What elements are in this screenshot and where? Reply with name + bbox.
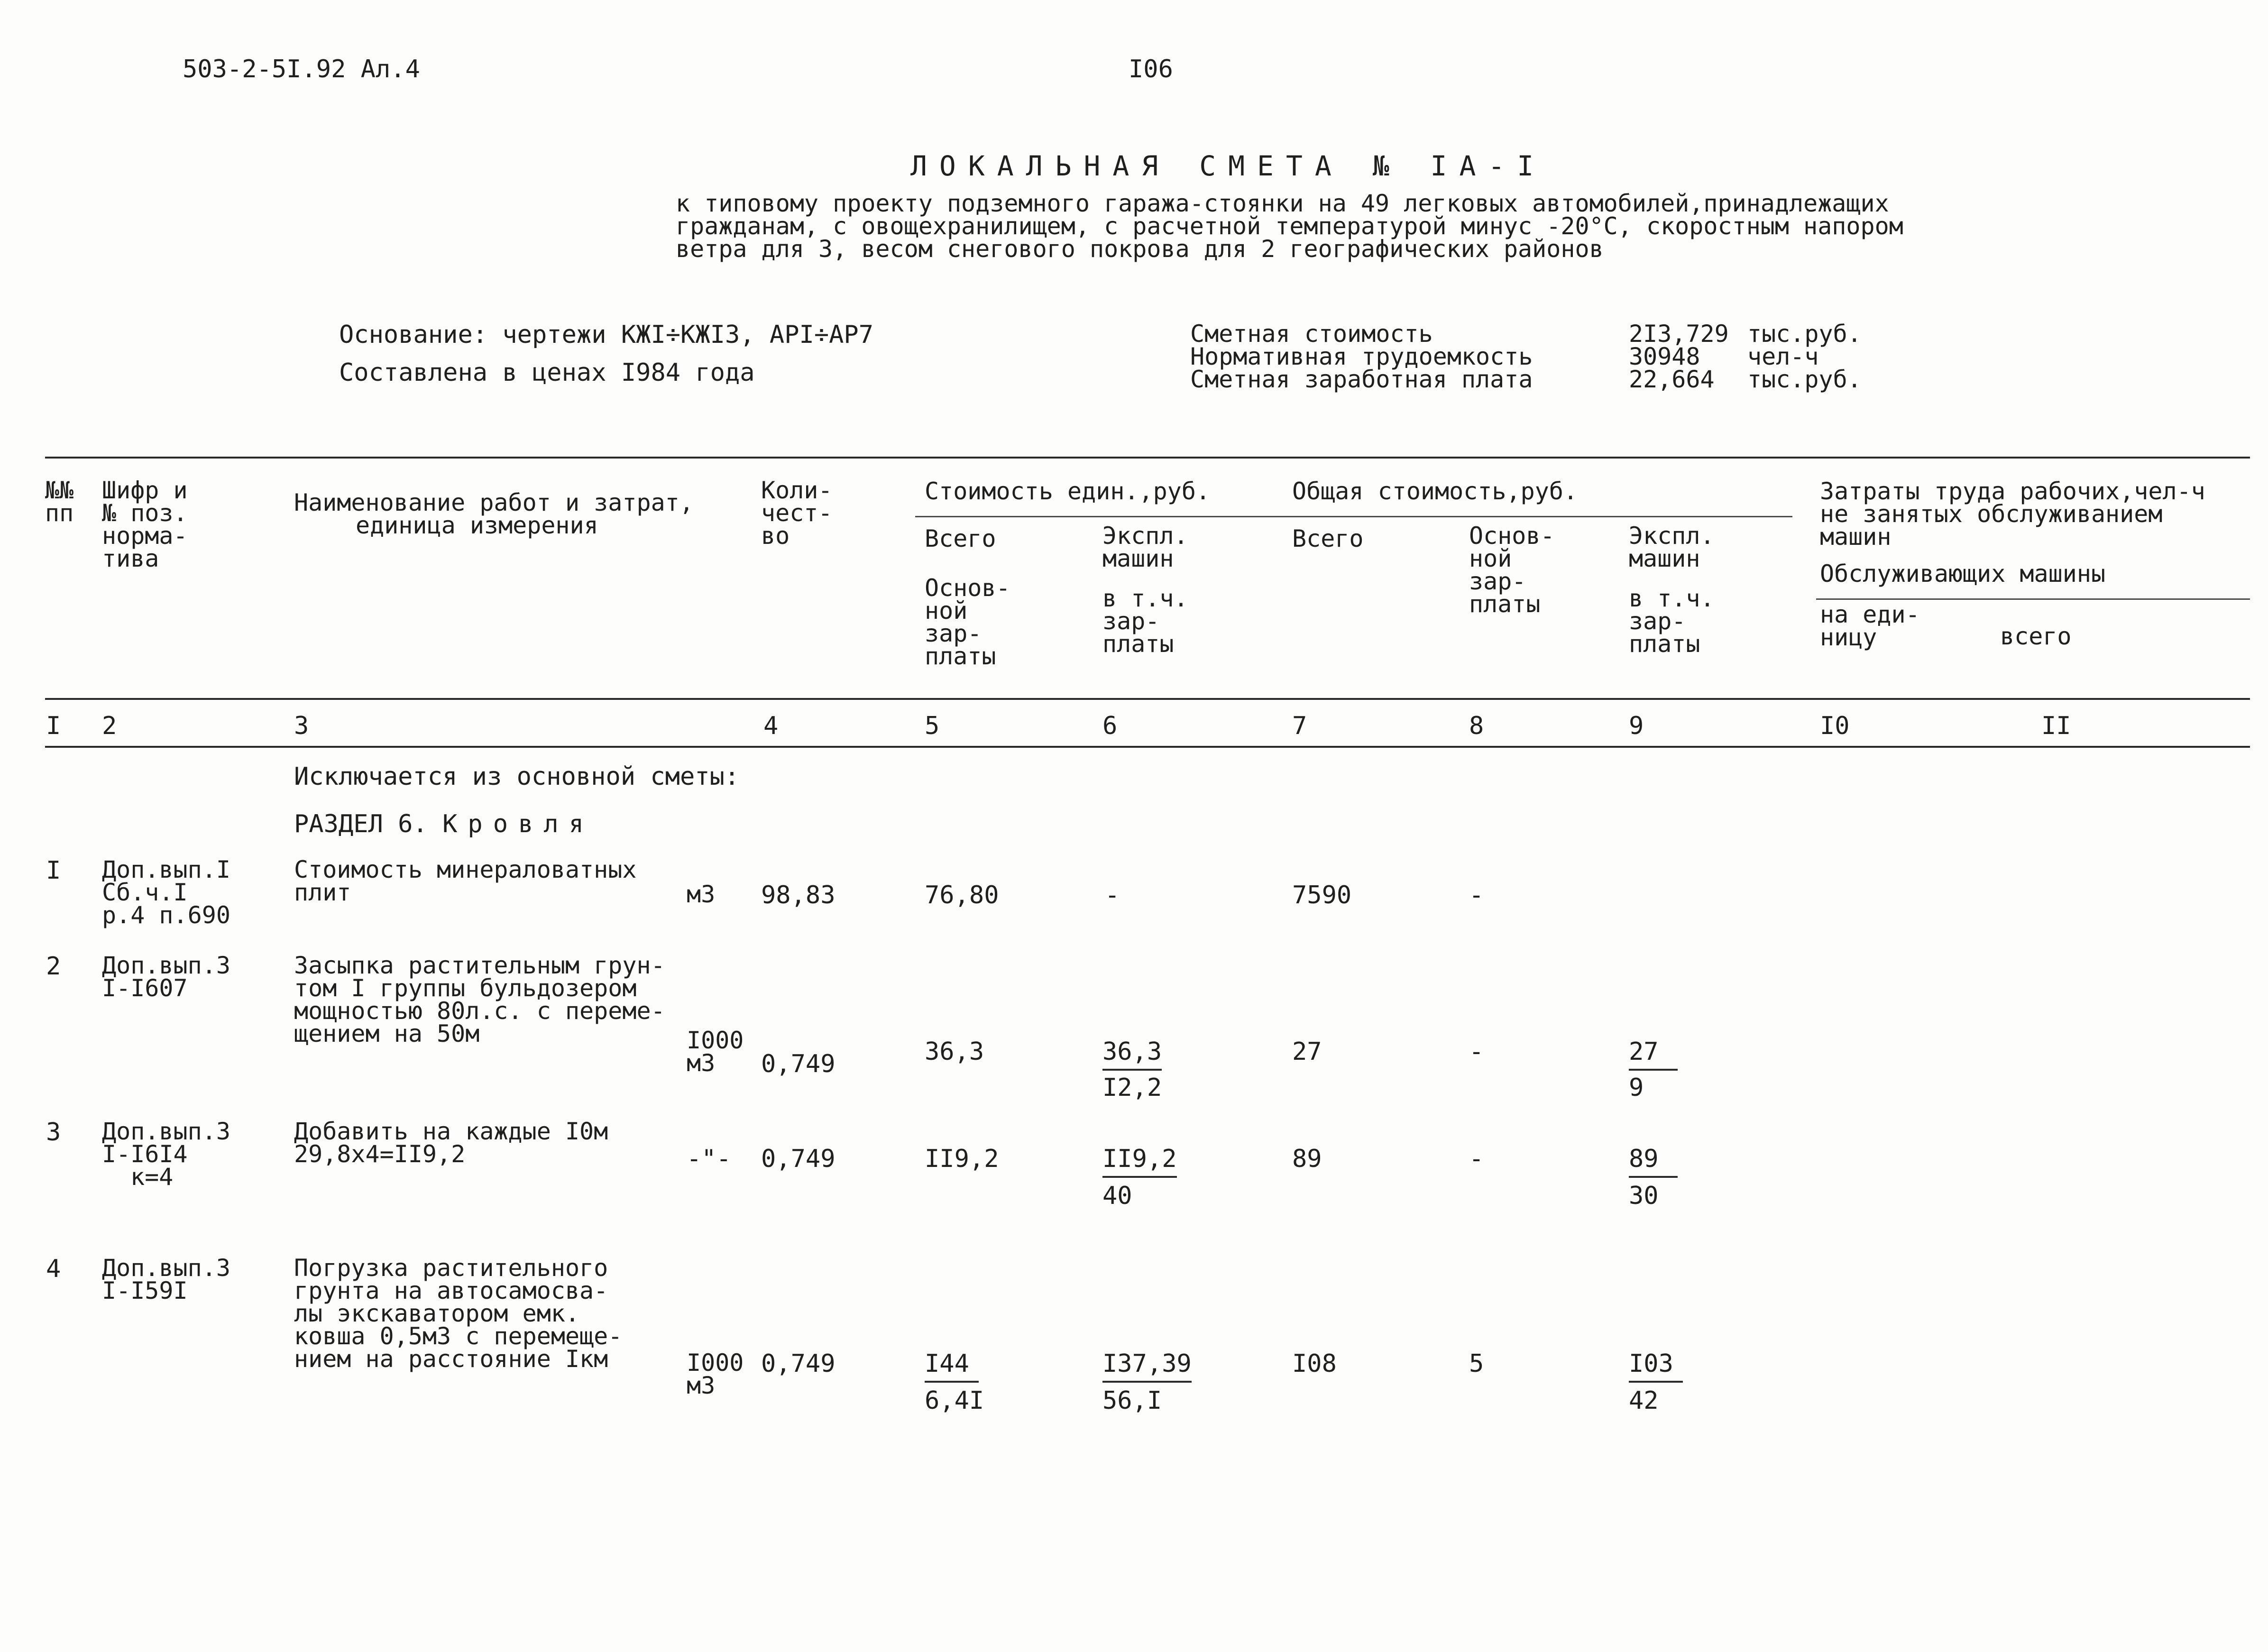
header-total-cost-group: Общая стоимость,руб.	[1292, 477, 1578, 505]
summary-unit: тыс.руб.	[1747, 366, 1862, 393]
row-text: 29,8х4=II9,2	[294, 1140, 466, 1168]
header-text: зар-	[1629, 607, 1686, 635]
basis-drawings: Основание: чертежи КЖI÷КЖI3, АРI÷АР7	[339, 321, 874, 349]
row-total: 89	[1292, 1145, 1322, 1173]
row-text: м3	[687, 1372, 716, 1399]
summary-value: 22,664	[1629, 366, 1715, 393]
row-total-machine-wage: 42	[1629, 1386, 1659, 1415]
header-text: платы	[1102, 630, 1174, 658]
header-text: № поз.	[102, 499, 188, 527]
row-name	[294, 954, 665, 1045]
row-text: щением на 50м	[294, 1020, 480, 1047]
header-labor-per-unit	[1820, 603, 1920, 649]
header-text: на еди-	[1820, 601, 1920, 628]
row-code	[102, 954, 230, 1000]
row-text: р.4 п.690	[102, 901, 230, 929]
row-qty: 0,749	[761, 1349, 836, 1378]
row-num: 2	[46, 952, 61, 981]
row-unit-total: 36,3	[925, 1037, 984, 1066]
row-unit	[687, 1027, 744, 1077]
row-name	[294, 858, 636, 904]
header-text: ной	[925, 597, 968, 624]
header-text: не занятых обслуживанием	[1820, 500, 2163, 528]
header-text: зар-	[1469, 568, 1526, 595]
row-num: 4	[46, 1255, 61, 1283]
section-prefix: РАЗДЕЛ 6.	[294, 810, 428, 838]
row-unit-machine-wage: 56,I	[1102, 1386, 1162, 1415]
row-qty: 98,83	[761, 881, 836, 909]
summary-unit: чел-ч	[1747, 343, 1819, 370]
row-total-basic-wage: -	[1469, 1145, 1484, 1173]
row-text: 36,3	[1102, 1037, 1162, 1071]
page-title: ЛОКАЛЬНАЯ СМЕТА № IА-I	[910, 150, 1546, 182]
summary-label: Сметная заработная плата	[1190, 366, 1533, 393]
row-text: к=4	[130, 1163, 174, 1191]
intro-line: Исключается из основной сметы:	[294, 762, 740, 791]
header-text: единица измерения	[356, 512, 598, 539]
row-total-machine	[1629, 1351, 1683, 1376]
header-text: Экспл.	[1629, 522, 1715, 550]
header-unit-machine	[1102, 524, 1188, 570]
column-number: 7	[1292, 712, 1307, 740]
row-total-machine-wage: 9	[1629, 1074, 1644, 1102]
row-text: I000	[687, 1349, 744, 1377]
header-text: Основ-	[1469, 522, 1555, 550]
subtitle-line: ветра для 3, весом снегового покрова для 2 географических районов	[676, 235, 1604, 263]
row-text: Сб.ч.I	[102, 879, 188, 906]
header-text: №№	[45, 477, 74, 504]
row-text: I-I607	[102, 974, 188, 1002]
subtitle-line: к типовому проекту подземного гаража-стоянки на 49 легковых автомобилей,принадлежащих	[676, 190, 1889, 217]
header-total-total: Всего	[1292, 525, 1364, 552]
row-text: I000	[687, 1027, 744, 1054]
row-qty: 0,749	[761, 1050, 836, 1078]
header-col-num	[45, 477, 74, 527]
header-text: платы	[1629, 630, 1700, 658]
header-unit-basic-wage	[925, 574, 1010, 670]
header-text: чест-	[761, 499, 833, 527]
row-text: ковша 0,5м3 с перемеще-	[294, 1322, 623, 1350]
row-text: Погрузка растительного	[294, 1254, 608, 1282]
header-text: Основ-	[925, 574, 1010, 602]
column-number: I	[46, 712, 61, 740]
row-text: лы экскаватором емк.	[294, 1300, 580, 1327]
header-labor-total: всего	[2000, 623, 2072, 650]
column-number: 9	[1629, 712, 1644, 740]
header-col-name	[294, 491, 694, 537]
row-text: Доп.вып.3	[102, 1118, 230, 1145]
row-code	[102, 858, 230, 927]
row-total: 7590	[1292, 881, 1352, 909]
header-unit-total: Всего	[925, 525, 996, 552]
row-unit-machine	[1102, 1351, 1192, 1376]
row-text: II9,2	[1102, 1145, 1177, 1178]
row-unit-machine-wage: 40	[1102, 1182, 1132, 1210]
header-text: тива	[102, 545, 159, 572]
header-total-machine	[1629, 524, 1715, 570]
row-unit-machine	[1102, 1039, 1162, 1064]
row-unit-total: II9,2	[925, 1145, 999, 1173]
row-text: 27	[1629, 1037, 1678, 1071]
header-text: норма-	[102, 522, 188, 550]
row-code	[102, 1254, 230, 1304]
page-number: I06	[1129, 55, 1173, 83]
row-total: 27	[1292, 1037, 1322, 1066]
header-labor-serving: Обслуживающих машины	[1820, 560, 2106, 587]
table-top-rule	[45, 457, 2250, 459]
row-unit-total: 76,80	[925, 881, 999, 909]
column-number: I0	[1820, 712, 1850, 740]
row-total: I08	[1292, 1349, 1337, 1378]
row-text: Доп.вып.3	[102, 952, 230, 979]
row-total-machine	[1629, 1039, 1678, 1064]
row-text: Стоимость минераловатных	[294, 856, 637, 883]
row-name	[294, 1120, 608, 1166]
header-text: зар-	[1102, 607, 1160, 635]
row-unit-machine: -	[1105, 881, 1120, 909]
header-text: Затраты труда рабочих,чел-ч	[1820, 477, 2205, 505]
row-unit-basic-wage: 6,4I	[925, 1386, 984, 1415]
summary-unit: тыс.руб.	[1747, 320, 1862, 348]
header-col-qty	[761, 477, 833, 550]
header-text: во	[761, 522, 790, 550]
row-total-basic-wage: -	[1469, 1037, 1484, 1066]
header-text: Коли-	[761, 477, 833, 504]
row-num: 3	[46, 1118, 61, 1147]
row-total-basic-wage: -	[1469, 881, 1484, 909]
row-text: I37,39	[1102, 1349, 1192, 1383]
row-text: плит	[294, 879, 351, 906]
column-number: 4	[763, 712, 779, 740]
row-text: нием на расстояние Iкм	[294, 1345, 608, 1373]
header-col-code	[102, 479, 188, 570]
header-text: пп	[45, 499, 74, 527]
row-unit-total	[925, 1351, 979, 1376]
header-text: в т.ч.	[1629, 585, 1715, 612]
header-unit-cost-group: Стоимость един.,руб.	[925, 477, 1211, 505]
header-total-basic-wage	[1469, 522, 1555, 618]
header-text: в т.ч.	[1102, 585, 1188, 612]
column-number: 8	[1469, 712, 1484, 740]
row-unit-machine-wage: I2,2	[1102, 1074, 1162, 1102]
row-text: Добавить на каждые I0м	[294, 1118, 608, 1145]
subtitle-line: гражданам, с овощехранилищем, с расчетной температурой минус -20°С, скоростным напором	[676, 212, 1903, 240]
summary-label: Сметная стоимость	[1190, 320, 1433, 348]
summary-label: Нормативная трудоемкость	[1190, 343, 1533, 370]
row-qty: 0,749	[761, 1145, 836, 1173]
header-total-machine-wage	[1629, 585, 1715, 658]
summary-value: 30948	[1629, 343, 1700, 370]
header-labor-group	[1820, 477, 2205, 551]
header-text: Экспл.	[1102, 522, 1188, 550]
column-number: 2	[102, 712, 117, 740]
header-text: машин	[1102, 545, 1174, 572]
header-text: платы	[925, 642, 996, 670]
row-text: м3	[687, 1049, 716, 1077]
section-heading	[294, 812, 594, 836]
row-text: Доп.вып.I	[102, 856, 230, 883]
header-unit-machine-wage	[1102, 585, 1188, 658]
row-name	[294, 1254, 623, 1373]
header-text: машин	[1820, 523, 1892, 551]
row-text: грунта на автосамосва-	[294, 1277, 608, 1304]
header-text: ной	[1469, 545, 1512, 572]
basis-prices: Составлена в ценах I984 года	[339, 358, 755, 387]
colnum-bottom-rule	[45, 746, 2250, 748]
row-unit	[687, 1351, 744, 1397]
header-text: машин	[1629, 545, 1700, 572]
row-unit: м3	[687, 881, 716, 908]
row-text: I03	[1629, 1349, 1683, 1383]
column-number: 6	[1102, 712, 1118, 740]
row-text: Доп.вып.3	[102, 1254, 230, 1282]
row-text: мощностью 80л.с. с переме-	[294, 997, 665, 1025]
row-text: I-I59I	[102, 1277, 188, 1304]
header-text: зар-	[925, 620, 982, 647]
row-total-machine	[1629, 1147, 1678, 1171]
row-total-machine-wage: 30	[1629, 1182, 1659, 1210]
row-text: том I группы бульдозером	[294, 974, 637, 1002]
header-text: платы	[1469, 590, 1541, 618]
row-total-basic-wage: 5	[1469, 1349, 1484, 1378]
row-text: I-I6I4	[102, 1140, 188, 1168]
header-bottom-rule	[45, 698, 2250, 700]
summary-value: 2I3,729	[1629, 320, 1729, 348]
row-num: I	[46, 856, 61, 885]
column-number: II	[2041, 712, 2071, 740]
column-number: 5	[925, 712, 940, 740]
cost-group-rule	[915, 516, 1792, 517]
row-unit: -"-	[687, 1145, 731, 1173]
row-code	[102, 1118, 230, 1191]
header-text: Шифр и	[102, 477, 188, 504]
labor-group-rule	[1816, 598, 2250, 600]
section-name: Кровля	[442, 810, 594, 838]
row-text: I44	[925, 1349, 979, 1383]
column-number: 3	[294, 712, 309, 740]
header-text: ницу	[1820, 624, 1877, 651]
document-code: 503-2-5I.92 Ал.4	[183, 55, 420, 83]
header-text: Наименование работ и затрат,	[294, 489, 694, 516]
row-text: Засыпка растительным грун-	[294, 952, 665, 979]
row-unit-machine	[1102, 1147, 1177, 1171]
row-text: 89	[1629, 1145, 1678, 1178]
